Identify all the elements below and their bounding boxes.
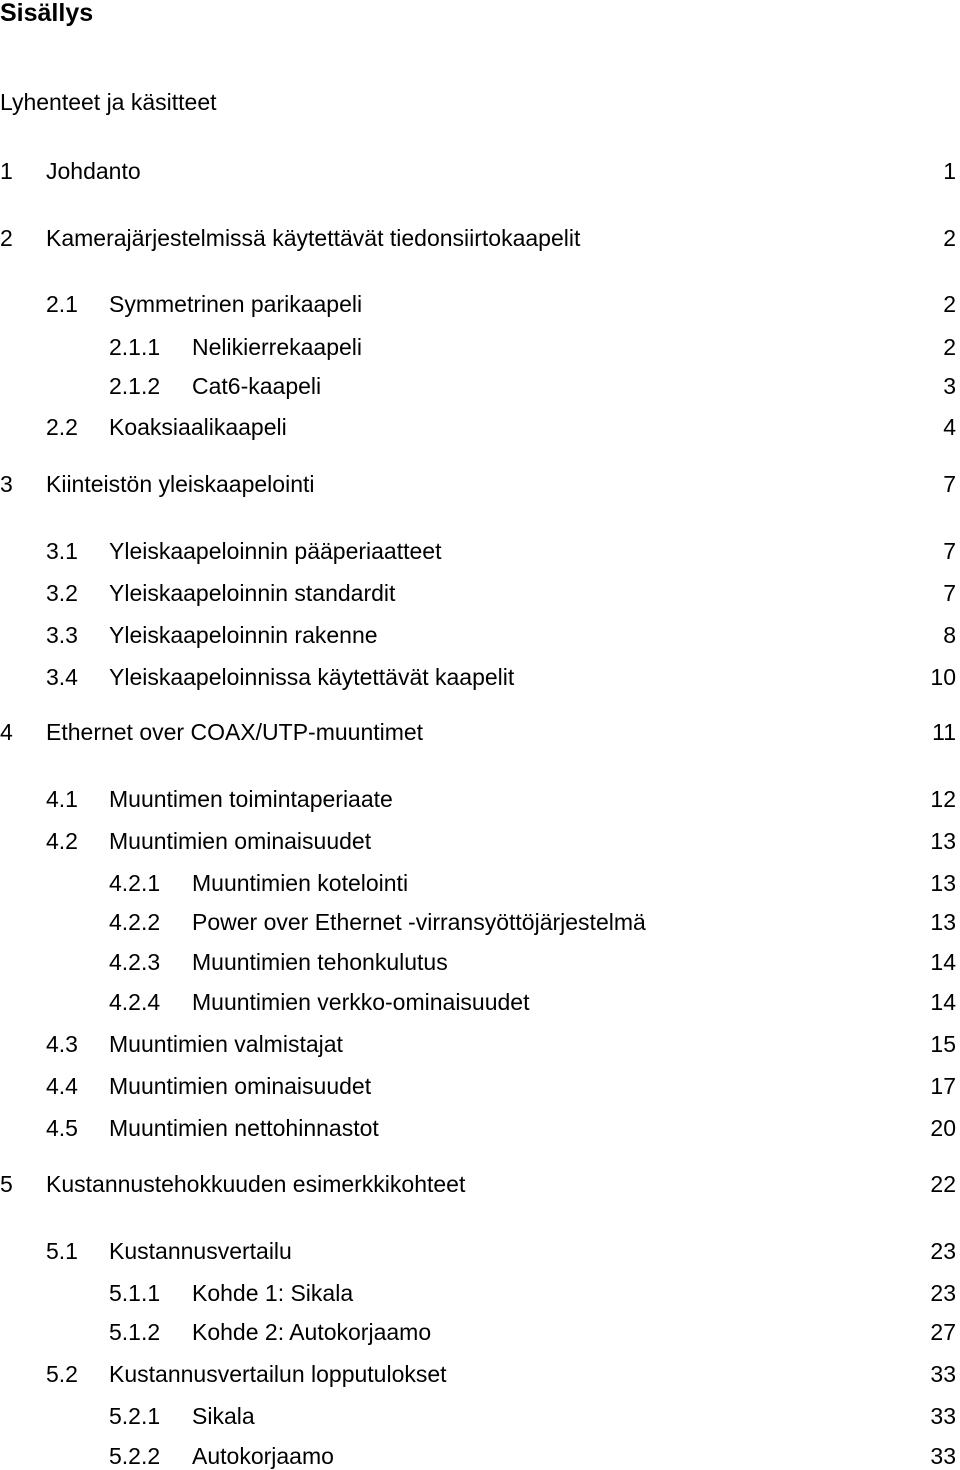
toc-entry[interactable] bbox=[0, 1279, 960, 1307]
toc-entry-title: Autokorjaamo bbox=[192, 1443, 334, 1469]
toc-entry-title: Muuntimien verkko-ominaisuudet bbox=[192, 989, 530, 1015]
toc-entry-page-number: 33 bbox=[930, 1443, 956, 1469]
toc-entry-title: Yleiskaapeloinnissa käytettävät kaapelit bbox=[109, 664, 515, 690]
toc-entry-number: 2.1.1 bbox=[109, 334, 161, 360]
toc-entry-number: 5.2.2 bbox=[109, 1443, 161, 1469]
toc-entry[interactable] bbox=[0, 827, 960, 855]
toc-entry[interactable] bbox=[0, 1360, 960, 1388]
toc-entry-number: 2.1.2 bbox=[109, 373, 161, 399]
toc-entry[interactable] bbox=[0, 1170, 960, 1198]
toc-entry-title: Cat6-kaapeli bbox=[192, 373, 322, 399]
toc-entry-title: Yleiskaapeloinnin standardit bbox=[109, 580, 396, 606]
toc-entry-page-number: 23 bbox=[930, 1238, 956, 1264]
toc-entry[interactable] bbox=[0, 1442, 960, 1470]
toc-entry-number: 2.1 bbox=[46, 291, 78, 317]
toc-entry[interactable] bbox=[0, 333, 960, 361]
toc-entry-page-number: 33 bbox=[930, 1403, 956, 1429]
toc-entry-title: Sikala bbox=[192, 1403, 255, 1429]
toc-entry-number: 4.2.3 bbox=[109, 949, 161, 975]
toc-entry-title: Ethernet over COAX/UTP-muuntimet bbox=[46, 719, 424, 745]
toc-entry-number: 4 bbox=[0, 719, 13, 745]
toc-entry-page-number: 13 bbox=[930, 828, 956, 854]
toc-entry-number: 4.2.1 bbox=[109, 870, 161, 896]
toc-entry-number: 5 bbox=[0, 1171, 13, 1197]
toc-entry-page-number: 7 bbox=[943, 471, 956, 497]
toc-entry-number: 4.3 bbox=[46, 1031, 78, 1057]
toc-entry[interactable] bbox=[0, 579, 960, 607]
toc-entry-title: Yleiskaapeloinnin rakenne bbox=[109, 622, 378, 648]
toc-entry[interactable] bbox=[0, 88, 960, 116]
toc-entry[interactable] bbox=[0, 1318, 960, 1346]
toc-entry-number: 5.1.2 bbox=[109, 1319, 161, 1345]
toc-entry-number: 3.4 bbox=[46, 664, 78, 690]
toc-entry-title: Nelikierrekaapeli bbox=[192, 334, 363, 360]
toc-entry[interactable] bbox=[0, 621, 960, 649]
toc-entry-number: 3 bbox=[0, 471, 13, 497]
toc-entry-number: 2.2 bbox=[46, 414, 78, 440]
toc-entry[interactable] bbox=[0, 908, 960, 936]
toc-entry-title: Kustannusvertailu bbox=[109, 1238, 292, 1264]
toc-entry-page-number: 17 bbox=[930, 1073, 956, 1099]
toc-entry-page-number: 2 bbox=[943, 225, 956, 251]
toc-entry-page-number: 3 bbox=[943, 373, 956, 399]
toc-entry-page-number: 15 bbox=[930, 1031, 956, 1057]
toc-entry[interactable] bbox=[0, 948, 960, 976]
toc-entry-number: 4.1 bbox=[46, 786, 78, 812]
toc-entry[interactable] bbox=[0, 663, 960, 691]
toc-entry[interactable] bbox=[0, 988, 960, 1016]
toc-entry-page-number: 8 bbox=[943, 622, 956, 648]
toc-entry-page-number: 20 bbox=[930, 1115, 956, 1141]
toc-entry-title: Muuntimien tehonkulutus bbox=[192, 949, 448, 975]
toc-entry[interactable] bbox=[0, 1072, 960, 1100]
toc-entry-title: Power over Ethernet -virransyöttöjärjestelmä bbox=[192, 909, 646, 935]
toc-entry[interactable] bbox=[0, 1402, 960, 1430]
toc-entry-title: Muuntimen toimintaperiaate bbox=[109, 786, 393, 812]
toc-entry[interactable] bbox=[0, 718, 960, 746]
toc-entry-number: 1 bbox=[0, 158, 13, 184]
toc-entry-page-number: 7 bbox=[943, 580, 956, 606]
toc-entry-title: Muuntimien ominaisuudet bbox=[109, 828, 372, 854]
toc-entry-number: 4.5 bbox=[46, 1115, 78, 1141]
toc-entry-page-number: 4 bbox=[943, 414, 956, 440]
toc-entry-page-number: 23 bbox=[930, 1280, 956, 1306]
toc-entry-number: 4.2 bbox=[46, 828, 78, 854]
toc-entry[interactable] bbox=[0, 470, 960, 498]
toc-entry[interactable] bbox=[0, 372, 960, 400]
toc-entry-title: Kamerajärjestelmissä käytettävät tiedonsiirtokaapelit bbox=[46, 225, 581, 251]
toc-entry-page-number: 13 bbox=[930, 870, 956, 896]
toc-entry-title: Muuntimien valmistajat bbox=[109, 1031, 343, 1057]
toc-entry[interactable] bbox=[0, 537, 960, 565]
toc-entry-title: Kohde 2: Autokorjaamo bbox=[192, 1319, 432, 1345]
toc-entry-number: 3.3 bbox=[46, 622, 78, 648]
toc-entry[interactable] bbox=[0, 869, 960, 897]
toc-entry-title: Kustannusvertailun lopputulokset bbox=[109, 1361, 447, 1387]
toc-entry[interactable] bbox=[0, 413, 960, 441]
toc-entry-number: 4.2.4 bbox=[109, 989, 161, 1015]
toc-entry-page-number: 13 bbox=[930, 909, 956, 935]
toc-entry-page-number: 2 bbox=[943, 291, 956, 317]
toc-entry-title: Kiinteistön yleiskaapelointi bbox=[46, 471, 315, 497]
toc-entry-number: 5.1 bbox=[46, 1238, 78, 1264]
toc-entry-number: 4.4 bbox=[46, 1073, 78, 1099]
toc-entry-number: 5.2 bbox=[46, 1361, 78, 1387]
toc-entry-title: Muuntimien kotelointi bbox=[192, 870, 409, 896]
toc-entry-title: Muuntimien ominaisuudet bbox=[109, 1073, 372, 1099]
toc-entry-page-number: 7 bbox=[943, 538, 956, 564]
toc-entry-title: Koaksiaalikaapeli bbox=[109, 414, 287, 440]
toc-entry-page-number: 10 bbox=[930, 664, 956, 690]
toc-entry-page-number: 2 bbox=[943, 334, 956, 360]
toc-entry-page-number: 22 bbox=[930, 1171, 956, 1197]
toc-entry-page-number: 14 bbox=[930, 949, 956, 975]
toc-entry-number: 3.2 bbox=[46, 580, 78, 606]
toc-entry-title: Muuntimien nettohinnastot bbox=[109, 1115, 379, 1141]
toc-entry-page-number: 27 bbox=[930, 1319, 956, 1345]
toc-entry-page-number: 33 bbox=[930, 1361, 956, 1387]
toc-entry-title: Kohde 1: Sikala bbox=[192, 1280, 354, 1306]
page-title: Sisällys bbox=[0, 0, 94, 27]
toc-entry-number: 5.2.1 bbox=[109, 1403, 161, 1429]
toc-entry-page-number: 14 bbox=[930, 989, 956, 1015]
toc-entry[interactable] bbox=[0, 1237, 960, 1265]
toc-entry[interactable] bbox=[0, 1030, 960, 1058]
toc-entry-number: 4.2.2 bbox=[109, 909, 161, 935]
toc-entry[interactable] bbox=[0, 785, 960, 813]
toc-entry[interactable] bbox=[0, 1114, 960, 1142]
toc-entry-number: 3.1 bbox=[46, 538, 78, 564]
toc-entry[interactable] bbox=[0, 157, 960, 185]
toc-entry-title: Lyhenteet ja käsitteet bbox=[0, 89, 217, 115]
toc-entry-number: 2 bbox=[0, 225, 13, 251]
toc-entry-title: Kustannustehokkuuden esimerkkikohteet bbox=[46, 1171, 466, 1197]
toc-entry-page-number: 12 bbox=[930, 786, 956, 812]
toc-entry-page-number: 11 bbox=[932, 719, 956, 745]
toc-entry[interactable] bbox=[0, 290, 960, 318]
toc-entry[interactable] bbox=[0, 224, 960, 252]
toc-entry-title: Yleiskaapeloinnin pääperiaatteet bbox=[109, 538, 442, 564]
toc-entry-title: Johdanto bbox=[46, 158, 141, 184]
toc-entry-title: Symmetrinen parikaapeli bbox=[109, 291, 363, 317]
toc-entry-page-number: 1 bbox=[943, 158, 956, 184]
toc-entry-number: 5.1.1 bbox=[109, 1280, 161, 1306]
